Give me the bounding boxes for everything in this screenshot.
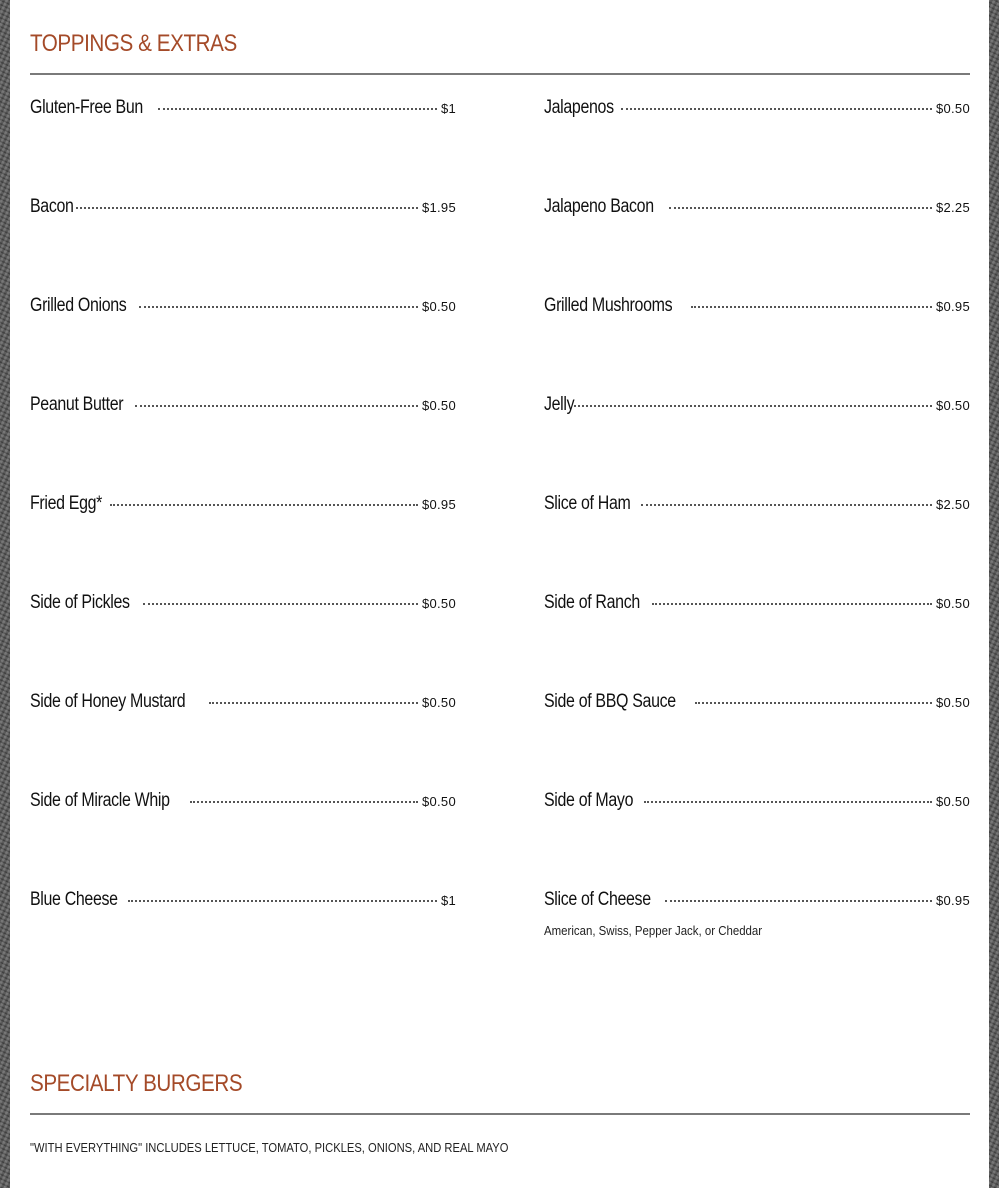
menu-item bbox=[30, 394, 456, 418]
item-name: Jalapenos bbox=[544, 97, 614, 118]
item-price: $0.50 bbox=[935, 695, 970, 710]
menu-item bbox=[544, 493, 970, 517]
dot-leader bbox=[135, 405, 418, 407]
section-title-specialty-burgers: SPECIALTY BURGERS bbox=[30, 1070, 243, 1097]
menu-item bbox=[544, 592, 970, 616]
menu-item bbox=[30, 790, 456, 814]
menu-item bbox=[30, 889, 456, 913]
item-name: Bacon bbox=[30, 196, 74, 217]
dot-leader bbox=[190, 801, 418, 803]
menu-item bbox=[544, 394, 970, 418]
item-price: $1 bbox=[440, 101, 456, 116]
item-price: $0.50 bbox=[421, 695, 456, 710]
item-name: Side of Ranch bbox=[544, 592, 640, 613]
item-price: $1.95 bbox=[421, 200, 456, 215]
item-price: $0.50 bbox=[935, 794, 970, 809]
menu-item bbox=[544, 889, 970, 938]
item-name: Side of Pickles bbox=[30, 592, 130, 613]
item-price: $2.50 bbox=[935, 497, 970, 512]
section-divider bbox=[30, 73, 970, 75]
item-name: Slice of Ham bbox=[544, 493, 631, 514]
item-price: $0.95 bbox=[935, 299, 970, 314]
item-description: American, Swiss, Pepper Jack, or Cheddar bbox=[544, 923, 763, 938]
dot-leader bbox=[652, 603, 932, 605]
item-name: Fried Egg* bbox=[30, 493, 103, 514]
item-price: $0.50 bbox=[421, 398, 456, 413]
item-price: $0.50 bbox=[935, 596, 970, 611]
item-price: $2.25 bbox=[935, 200, 970, 215]
item-price: $0.95 bbox=[421, 497, 456, 512]
menu-item bbox=[544, 97, 970, 121]
dot-leader bbox=[574, 405, 932, 407]
item-name: Jalapeno Bacon bbox=[544, 196, 654, 217]
item-price: $0.50 bbox=[421, 794, 456, 809]
item-price: $0.95 bbox=[935, 893, 970, 908]
dot-leader bbox=[621, 108, 932, 110]
item-name: Slice of Cheese bbox=[544, 889, 651, 910]
item-name: Peanut Butter bbox=[30, 394, 124, 415]
menu-page bbox=[10, 0, 989, 1188]
menu-item bbox=[544, 295, 970, 319]
dot-leader bbox=[669, 207, 932, 209]
item-name: Gluten-Free Bun bbox=[30, 97, 143, 118]
menu-item bbox=[30, 196, 456, 220]
dot-leader bbox=[143, 603, 418, 605]
menu-item bbox=[30, 691, 456, 715]
item-price: $0.50 bbox=[935, 398, 970, 413]
dot-leader bbox=[209, 702, 418, 704]
menu-item bbox=[30, 295, 456, 319]
item-name: Jelly bbox=[544, 394, 575, 415]
menu-item bbox=[544, 691, 970, 715]
dot-leader bbox=[110, 504, 418, 506]
item-price: $0.50 bbox=[935, 101, 970, 116]
section-divider bbox=[30, 1113, 970, 1115]
item-name: Side of Honey Mustard bbox=[30, 691, 186, 712]
dot-leader bbox=[128, 900, 437, 902]
menu-item bbox=[544, 196, 970, 220]
item-name: Side of Mayo bbox=[544, 790, 634, 811]
item-name: Grilled Onions bbox=[30, 295, 127, 316]
menu-item bbox=[544, 790, 970, 814]
dot-leader bbox=[644, 801, 932, 803]
item-name: Side of BBQ Sauce bbox=[544, 691, 676, 712]
item-name: Side of Miracle Whip bbox=[30, 790, 170, 811]
item-name: Grilled Mushrooms bbox=[544, 295, 673, 316]
dot-leader bbox=[76, 207, 418, 209]
dot-leader bbox=[691, 306, 932, 308]
item-price: $0.50 bbox=[421, 299, 456, 314]
section-note: "WITH EVERYTHING" INCLUDES LETTUCE, TOMATO, PICKLES, ONIONS, AND REAL MAYO bbox=[30, 1140, 509, 1155]
item-name: Blue Cheese bbox=[30, 889, 118, 910]
section-title-toppings: TOPPINGS & EXTRAS bbox=[30, 30, 237, 57]
menu-item bbox=[30, 592, 456, 616]
menu-item bbox=[30, 97, 456, 121]
item-price: $0.50 bbox=[421, 596, 456, 611]
item-price: $1 bbox=[440, 893, 456, 908]
dot-leader bbox=[665, 900, 932, 902]
dot-leader bbox=[695, 702, 932, 704]
dot-leader bbox=[158, 108, 436, 110]
dot-leader bbox=[641, 504, 932, 506]
dot-leader bbox=[139, 306, 418, 308]
menu-item bbox=[30, 493, 456, 517]
